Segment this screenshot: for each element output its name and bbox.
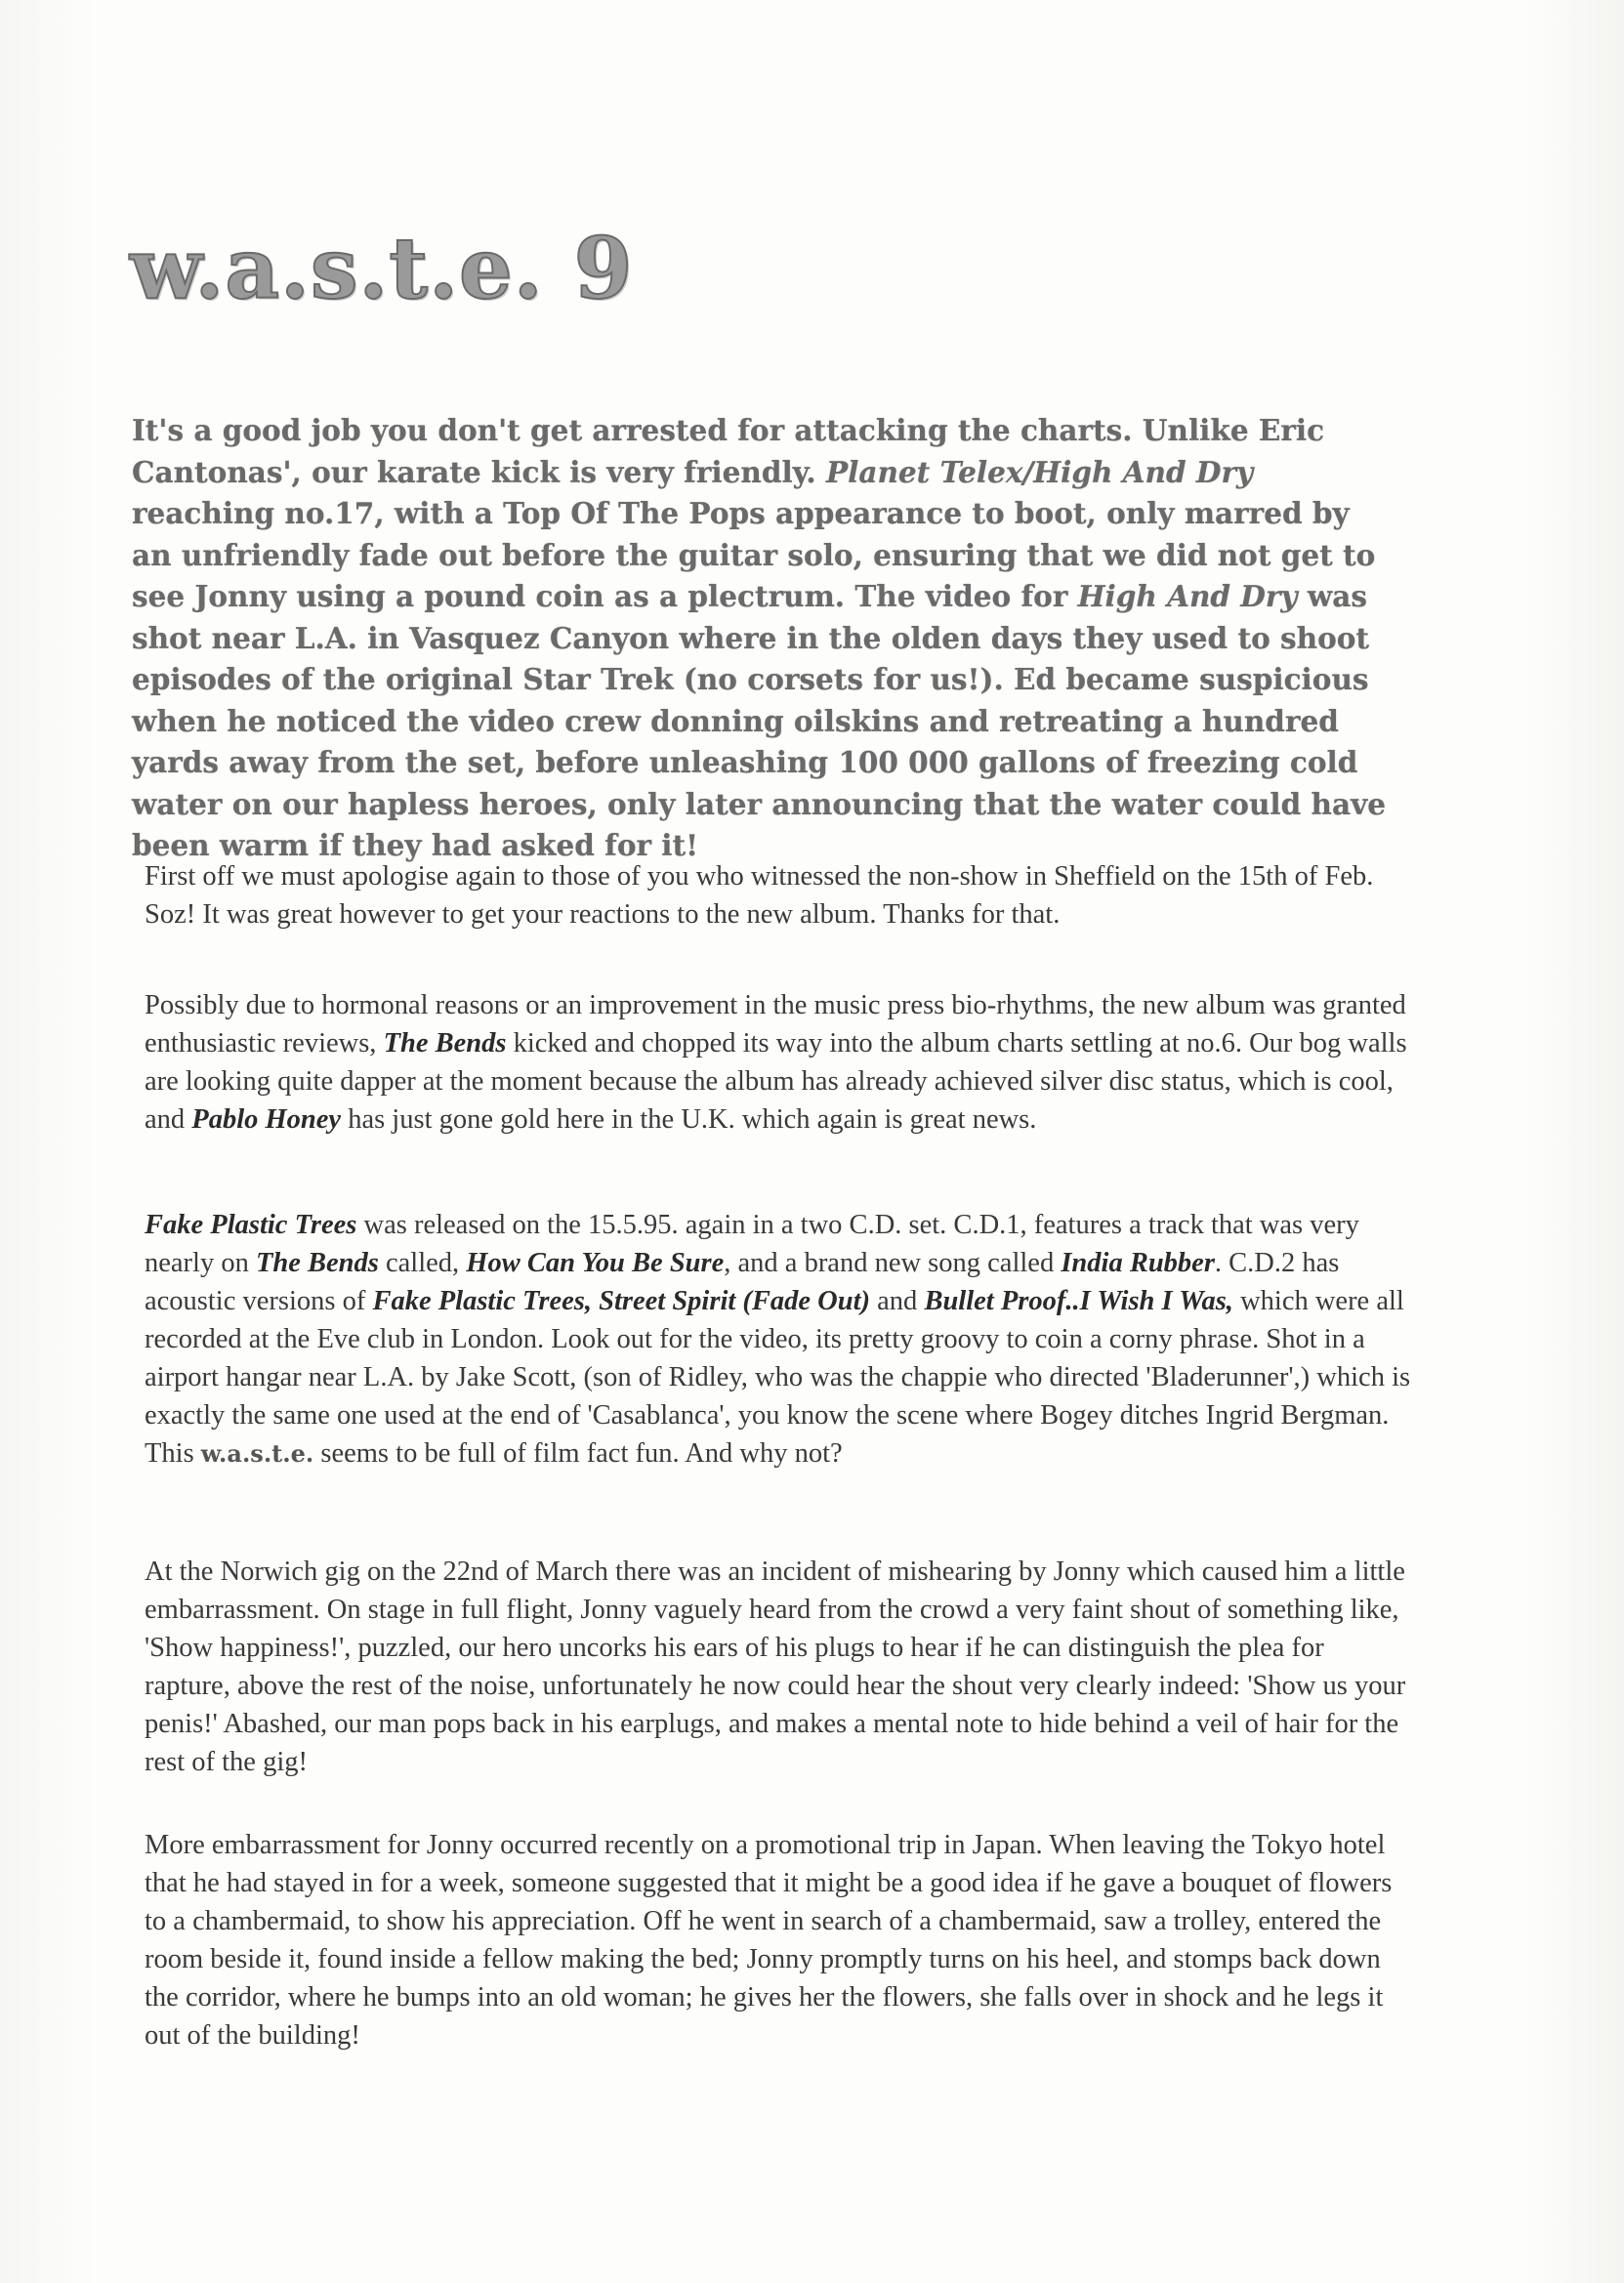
intro-text-2: reaching no.17, with a Top Of The Pops appearance to boot, only marred by an unfriendly fade out before the guitar solo, ensuring that we did not get to see Jonny using a pound coin as a plectrum. The video for <box>132 496 1376 613</box>
intro-text-1: It's a good job you don't get arrested for attacking the charts. Unlike Eric Cantonas', our karate kick is very friendly. <box>132 413 1325 489</box>
video-title: High And Dry <box>1077 579 1298 613</box>
p2-text-1: Possibly due to hormonal reasons or an improvement in the music press bio-rhythms, the new album was granted enthusiastic reviews, <box>145 990 1406 1058</box>
p3-text-1: was released on the 15.5.95. again in a two C.D. set. C.D.1, features a track that was very nearly on <box>145 1210 1359 1278</box>
track-title-hcybs: How Can You Be Sure <box>466 1248 725 1278</box>
p3-text-2: called, <box>378 1248 467 1278</box>
album-title-pablo: Pablo Honey <box>191 1104 342 1135</box>
track-titles-acoustic: Fake Plastic Trees, Street Spirit (Fade Out) <box>372 1286 871 1316</box>
paragraph-fake-plastic-trees <box>145 1206 1414 1473</box>
p3-text-7: seems to be full of film fact fun. And why not? <box>313 1438 843 1469</box>
intro-paragraph <box>132 410 1392 867</box>
p2-text-2: kicked and chopped its way into the album charts settling at no.6. Our bog walls are looking quite dapper at the moment because the album has already achieved silver disc status, which is cool, and <box>145 1028 1407 1135</box>
single-title: Planet Telex/High And Dry <box>825 454 1254 489</box>
single-title-fpt: Fake Plastic Trees <box>145 1210 357 1240</box>
p3-text-3: , and a brand new song called <box>724 1248 1062 1278</box>
album-title-bends-2: The Bends <box>255 1248 379 1278</box>
paragraph-norwich: At the Norwich gig on the 22nd of March there was an incident of mishearing by Jonny which caused him a little embarrassment. On stage in full flight, Jonny vaguely heard from the crowd a very faint shout of something like, 'Show happiness!', puzzled, our hero uncorks his ears of his plugs to hear if he can distinguish the plea for rapture, above the rest of the noise, unfortunately he now could hear the shout very clearly indeed: 'Show us your penis!' Abashed, our man pops back in his earplugs, and makes a mental note to hide behind a veil of hair for the rest of the gig! <box>145 1557 1406 1777</box>
p3-text-5: and <box>870 1286 925 1316</box>
paragraph-japan: More embarrassment for Jonny occurred recently on a promotional trip in Japan. When leaving the Tokyo hotel that he had stayed in for a week, someone suggested that it might be a good idea if he gave a bouquet of flowers to a chambermaid, to show his appreciation. Off he went in search of a chambermaid, saw a trolley, entered the room beside it, found inside a fellow making the bed; Jonny promptly turns on his heel, and stomps back down the corridor, where he bumps into an old woman; he gives her the flowers, she falls over in shock and he legs it out of the building! <box>145 1830 1393 2051</box>
paragraph-sheffield: First off we must apologise again to those of you who witnessed the non-show in Sheffield on the 15th of Feb. Soz! It was great however to get your reactions to the new album. Thanks for that. <box>145 861 1374 930</box>
waste-mark: w.a.s.t.e. <box>200 1439 314 1468</box>
track-title-india-rubber: India Rubber <box>1061 1248 1215 1278</box>
p2-text-3: has just gone gold here in the U.K. which again is great news. <box>341 1104 1037 1135</box>
intro-text-3: was shot near L.A. in Vasquez Canyon where in the olden days they used to shoot episodes of the original Star Trek (no corsets for us!). Ed became suspicious when he noticed the video crew donning oilskins and retreating a hundred yards away from the set, before unleashing 100 000 gallons of freezing cold water on our hapless heroes, only later announcing that the water could have been warm if they had asked for it! <box>132 579 1386 862</box>
album-title-bends: The Bends <box>383 1028 507 1058</box>
paragraph-reviews <box>145 986 1414 1139</box>
page-title: w.a.s.t.e. 9 <box>130 220 634 318</box>
track-title-bullet-proof: Bullet Proof..I Wish I Was, <box>924 1286 1233 1316</box>
p3-text-4: . C.D.2 has acoustic versions of <box>145 1248 1340 1316</box>
p3-text-6: which were all recorded at the Eve club in London. Look out for the video, its pretty groovy to coin a corny phrase. Shot in a airport hangar near L.A. by Jake Scott, (son of Ridley, who was the chappie who directed 'Bladerunner',) which is exactly the same one used at the end of 'Casablanca', you know the scene where Bogey ditches Ingrid Bergman. This <box>145 1286 1411 1469</box>
